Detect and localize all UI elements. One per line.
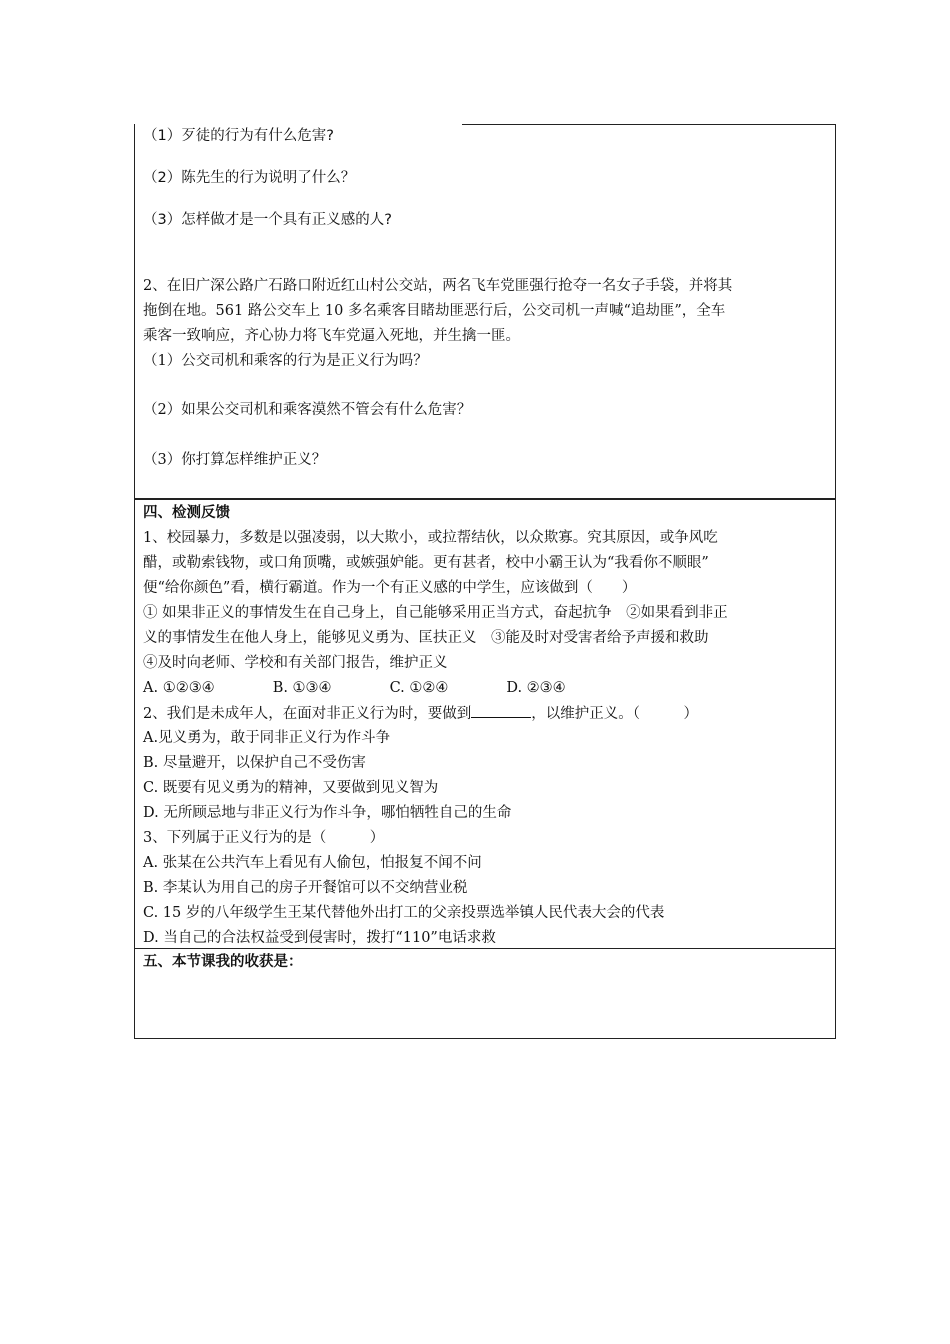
case2-text-line-3: 乘客一致响应，齐心协力将飞车党逼入死地，并生擒一匪。 bbox=[143, 328, 520, 344]
item1-line-5: 义的事情发生在他人身上，能够见义勇为、匡扶正义 ③能及时对受害者给予声援和救助 bbox=[143, 630, 709, 646]
worksheet-table bbox=[134, 124, 836, 1039]
case2-question-3: （3）你打算怎样维护正义？ bbox=[143, 452, 327, 468]
item1-line-2: 醋，或勒索钱物，或口角顶嘴，或嫉强妒能。更有甚者，校中小霸王认为“我看你不顺眼” bbox=[143, 555, 709, 571]
item1-line-3: 便“给你颜色”看，横行霸道。作为一个有正义感的中学生，应该做到（ ） bbox=[143, 580, 637, 596]
item3-option-c: C. 15 岁的八年级学生王某代替他外出打工的父亲投票选举镇人民代表大会的代表 bbox=[143, 905, 665, 921]
item2-option-b: B. 尽量避开，以保护自己不受伤害 bbox=[143, 755, 366, 771]
item3-option-b: B. 李某认为用自己的房子开餐馆可以不交纳营业税 bbox=[143, 880, 468, 896]
item1-line-1: 1、校园暴力，多数是以强凌弱，以大欺小，或拉帮结伙，以众欺寡。究其原因，或争风吃 bbox=[143, 530, 718, 546]
item2-option-d: D. 无所顾忌地与非正义行为作斗争，哪怕牺牲自己的生命 bbox=[143, 805, 512, 821]
case1-question-3: （3）怎样做才是一个具有正义感的人? bbox=[143, 212, 392, 228]
section-feedback-cell bbox=[134, 499, 836, 949]
case2-question-1: （1）公交司机和乘客的行为是正义行为吗？ bbox=[143, 353, 428, 369]
item2-answer-blank bbox=[471, 703, 531, 718]
item2-stem-after: ，以维护正义。（ ） bbox=[531, 706, 698, 722]
case2-text-line-2: 拖倒在地。561 路公交车上 10 多名乘客目睹劫匪恶行后，公交司机一声喊“追劫匪”，全车 bbox=[143, 303, 726, 319]
item1-option-b: B. ①③④ bbox=[272, 680, 332, 696]
item3-option-a: A. 张某在公共汽车上看见有人偷包，怕报复不闻不问 bbox=[143, 855, 482, 871]
case1-question-1: （1）歹徒的行为有什么危害? bbox=[143, 128, 334, 144]
item1-option-d: D. ②③④ bbox=[506, 680, 566, 696]
item2-option-a: A.见义勇为，敢于同非正义行为作斗争 bbox=[143, 730, 391, 746]
item1-line-4: ① 如果非正义的事情发生在自己身上，自己能够采用正当方式，奋起抗争 ②如果看到非正 bbox=[143, 605, 728, 621]
item3-option-d: D. 当自己的合法权益受到侵害时，拨打“110”电话求救 bbox=[143, 930, 496, 946]
section-feedback-heading: 四、检测反馈 bbox=[143, 505, 230, 521]
item1-options bbox=[143, 678, 624, 698]
section-harvest-heading: 五、本节课我的收获是： bbox=[143, 954, 303, 970]
case2-question-2: （2）如果公交司机和乘客漠然不管会有什么危害？ bbox=[143, 402, 472, 418]
case1-question-2: （2）陈先生的行为说明了什么？ bbox=[143, 170, 356, 186]
section-harvest-cell bbox=[134, 949, 836, 1039]
item2-option-c: C. 既要有见义勇为的精神，又要做到见义智为 bbox=[143, 780, 439, 796]
item1-option-c: C. ①②④ bbox=[389, 680, 449, 696]
item2-stem-before: 2、我们是未成年人，在面对非正义行为时，要做到 bbox=[143, 706, 472, 722]
item3-stem: 3、下列属于正义行为的是（ ） bbox=[143, 830, 385, 846]
item1-option-a: A. ①②③④ bbox=[143, 680, 215, 696]
case2-text-line-1: 2、在旧广深公路广石路口附近红山村公交站，两名飞车党匪强行抢夺一名女子手袋，并将其 bbox=[143, 278, 733, 294]
item2-stem bbox=[143, 703, 698, 724]
case-questions-cell bbox=[134, 124, 836, 499]
item1-line-6: ④及时向老师、学校和有关部门报告，维护正义 bbox=[143, 655, 448, 671]
